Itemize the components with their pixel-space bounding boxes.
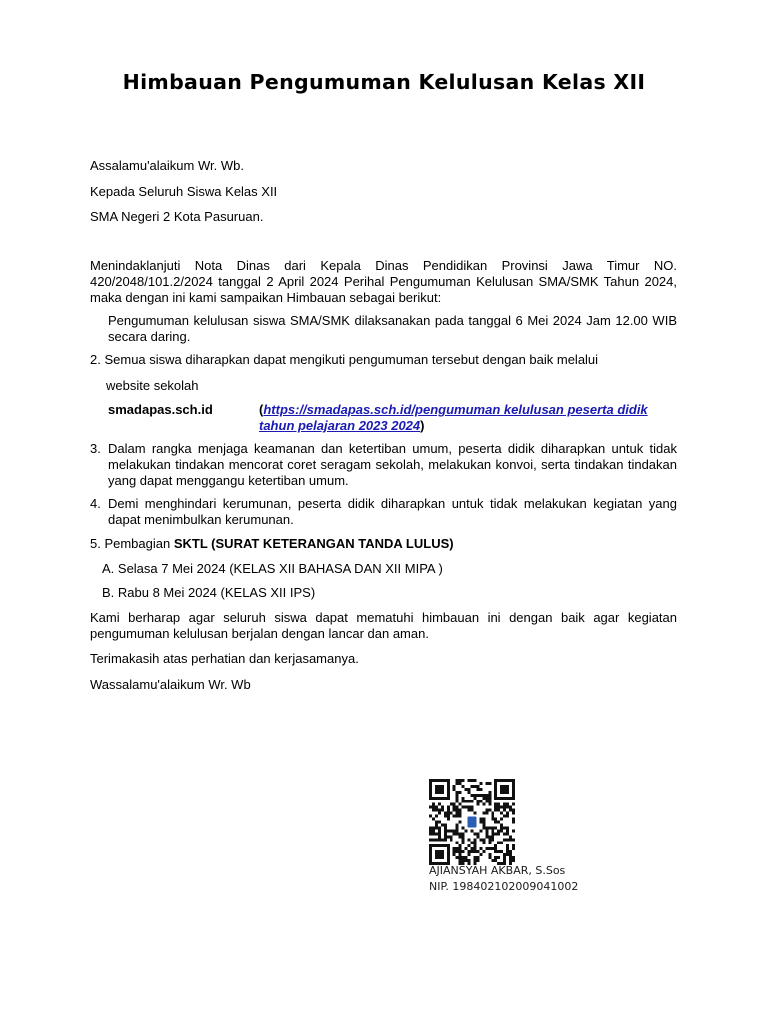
item-3-text: Dalam rangka menjaga keamanan dan ketertiban umum, peserta didik diharapkan untuk tidak melakukan tindakan mencorat coret seragam sekolah, melakukan konvoi, serta tindakan tindakan yang dapat menggangu ketertiban umum.	[108, 441, 677, 488]
item-2-text: Semua siswa diharapkan dapat mengikuti pengumuman tersebut dengan baik melalui	[104, 352, 599, 367]
signatory-nip: NIP. 198402102009041002	[429, 880, 579, 893]
item-5-prefix: 5. Pembagian	[90, 536, 171, 551]
farewell: Wassalamu'alaikum Wr. Wb	[90, 677, 251, 692]
recipient-line-2: SMA Negeri 2 Kota Pasuruan.	[90, 209, 264, 224]
item-2-number: 2.	[90, 352, 101, 367]
intro-paragraph: Menindaklanjuti Nota Dinas dari Kepala Dinas Pendidikan Provinsi Jawa Timur NO. 420/2048/101.2/2024 tanggal 2 April 2024 Perihal Pengumuman Kelulusan SMA/SMK Tahun 2024, maka dengan ini kami sampaikan Himbauan sebagai berikut:	[90, 258, 677, 305]
signatory-name: AJIANSYAH AKBAR, S.Sos	[429, 864, 566, 877]
link-paren-close: )	[420, 418, 425, 433]
item-1-text: Pengumuman kelulusan siswa SMA/SMK dilaksanakan pada tanggal 6 Mei 2024 Jam 12.00 WIB secara daring.	[108, 313, 677, 344]
item-5-bold: SKTL (SURAT KETERANGAN TANDA LULUS)	[173, 536, 454, 551]
item-5-line	[90, 536, 454, 552]
item-3-number: 3.	[90, 441, 101, 456]
thanks-line: Terimakasih atas perhatian dan kerjasamanya.	[90, 651, 359, 666]
item-5-sub-a: A. Selasa 7 Mei 2024 (KELAS XII BAHASA DAN XII MIPA )	[102, 561, 443, 576]
page-title: Himbauan Pengumuman Kelulusan Kelas XII	[122, 70, 646, 94]
item-2-site-name	[108, 402, 213, 418]
qr-code-icon	[429, 779, 515, 865]
site-name: smadapas.sch.id	[108, 402, 213, 417]
link-paren-open: (	[259, 402, 264, 417]
recipient-line-1: Kepada Seluruh Siswa Kelas XII	[90, 184, 278, 199]
item-4-number: 4.	[90, 496, 101, 511]
item-2-website-label: website sekolah	[106, 378, 199, 393]
greeting: Assalamu'alaikum Wr. Wb.	[90, 158, 244, 173]
item-2-line	[90, 352, 598, 368]
item-4-text: Demi menghindari kerumunan, peserta didik diharapkan untuk tidak melakukan kegiatan yang dapat menimbulkan kerumunan.	[108, 496, 677, 527]
item-2-link-block	[259, 402, 679, 434]
item-5-sub-b: B. Rabu 8 Mei 2024 (KELAS XII IPS)	[102, 585, 316, 600]
school-website-link[interactable]: https://smadapas.sch.id/pengumuman kelulusan peserta didik tahun pelajaran 2023 2024	[259, 402, 648, 433]
closing-paragraph: Kami berharap agar seluruh siswa dapat mematuhi himbauan ini dengan baik agar kegiatan pengumuman kelulusan berjalan dengan lancar dan aman.	[90, 610, 677, 641]
